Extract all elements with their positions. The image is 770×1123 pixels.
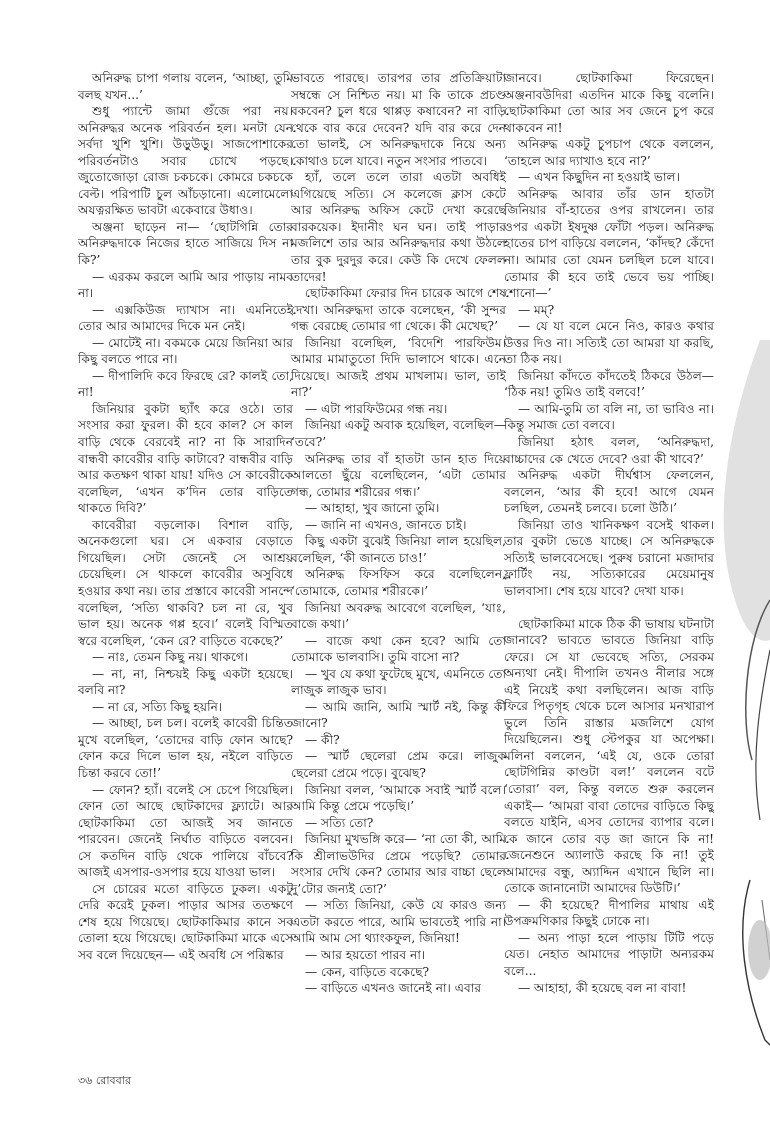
magazine-name: রোববার xyxy=(95,1074,132,1087)
paragraph: — কী হয়েছে? দীপালির মাথায় এই উপক্রমণিকার কিছুই ঢোকে না। xyxy=(504,897,714,929)
page-number: ৩৬ xyxy=(78,1074,93,1087)
paragraph: অনিরুদ্ধ আবার তাঁর ডান হাতটা জিনিয়ার বাঁ-হাতের ওপর রাখলেন। তার ওপর একটা ইষদুষ্ণ ফোঁটা পড়ল। অনিরুদ্ধ হাতের চাপ বাড়িয়ে বললেন, ‘কাঁদছ? কেঁদো না। আমার তো যেমন চলছিল চলে যাবে। তোমার কী হবে তাই ভেবে ভয় পাচ্ছি। শোনো—’ xyxy=(504,186,714,301)
paragraph: জিনিয়া একটু অবাক হয়েছিল, বলেছিল— ‘তবে?’ xyxy=(291,418,506,450)
paragraph: — খুব যে কথা ফুটেছে মুখে, এমনিতে তো লাজুক লাজুক ভাব। xyxy=(291,666,506,698)
paragraph: — এখন কিছুদিন না হওয়াই ভাল। xyxy=(518,170,680,185)
paragraph: ভাবতে পারছে। তারপর তার প্রতিক্রিয়াটা সম্বন্ধে সে নিশ্চিত নয়। মা কি তাকে প্রচণ্ড বকবেন? চুল ধরে থাপ্পড় কষাবেন? না বাড়ি থেকে বার করে দেবেন? যদি বার করে দেন তো ভালই, সে অনিরুদ্ধদাকে নিয়ে অন্য কোথাও চলে যাবে। নতুন সংসার পাতবে। xyxy=(291,71,506,168)
paragraph: শুধু প্যান্টে জামা গুঁজে পরা নয়। অনিরুদ্ধর অনেক পরিবর্তন হল। মনটা যেন সর্বদা খুশি খুশি। উড়ুউড়ু। সাজপোশাকের পরিবর্তনটাও সবার চোখে পড়ছে। জুতোজোড়া রোজ চকচকে। কোমরে চকচকে বেল্ট। পরিপাটি চুল আঁচড়ানো। এলোমেলো অযত্নরক্ষিত ভাবটা একেবারে উধাও। xyxy=(78,104,293,218)
paragraph: — যে যা বলে মেনে নিও, কারও কথার উত্তর দিও না। সত্যিই তো আমরা যা করছি, তা ঠিক নয়। xyxy=(504,319,714,367)
paragraph: জিনিয়া বলেছিল, ‘বিদেশি পারফিউম। আমার মামাতুতো দিদি ভালাসে থাকে। এনে দিয়েছে। আজই প্রথম মাখলাম। ভাল, তাই না?’ xyxy=(291,335,506,400)
paragraph: অঞ্জনা ছাড়েন না— ‘ছোটগিন্নি তোর অনিরুদ্ধদাকে নিজের হাতে সাজিয়ে দিস না কি?’ xyxy=(78,219,293,268)
paragraph: কাবেরীরা বড়লোক। বিশাল বাড়ি, অনেকগুলো ঘর। সে একবার বেড়াতে গিয়েছিল। সেটা জেনেই সে আশ্রয় চেয়েছিল। সে থাকলে কাবেরীর অসুবিধে হওয়ার কথা নয়। তার প্রস্তাবে কাবেরী সানন্দে বলেছিল, ‘সত্যি থাকবি? চল না রে, খুব ভাল হয়। অনেক গপ্প হবে।’ বলেই বিস্মিত স্বরে বলেছিল, ‘কেন রে? বাড়িতে বকেছে?’ xyxy=(78,517,293,648)
paragraph: অনিরুদ্ধ একটা দীর্ঘশ্বাস ফেললেন, বললেন, ‘আর কী হবে! আগে যেমন চলছিল, তেমনই চলবে। চলো উঠি।’ xyxy=(504,468,714,516)
paragraph: — আমি-তুমি তা বলি না, তা ভাবিও না। কিন্তু সমাজ তো বলবে। xyxy=(504,401,714,433)
paragraph: — স্মার্ট ছেলেরা প্রেম করে। লাজুক ছেলেরা প্রেমে পড়ে। বুঝেছ? xyxy=(291,749,506,780)
page-footer xyxy=(78,1072,131,1091)
paragraph: অনিরুদ্ধ ফিসফিস করে বলেছিলেন, ‘তোমাকে, তোমার শরীরকে।’ xyxy=(291,567,506,598)
paragraph: — সত্যি তো? xyxy=(305,815,374,830)
paragraph: কিছু একটা বুঝেই জিনিয়া লাল হয়েছিল, বলেছিল, ‘কী জানতে চাও!’ xyxy=(291,534,506,565)
paragraph: — অন্য পাড়া হলে পাড়ায় টিটি পড়ে যেত। নেহাত আমাদের পাড়াটা অন্যরকম বলে... xyxy=(504,930,714,978)
paragraph: অনিরুদ্ধ একটু চুপচাপ থেকে বললেন, ‘তাহলে আর দ্যাখাও হবে না?’ xyxy=(504,137,714,168)
paragraph: — মম্? xyxy=(518,302,555,317)
paragraph: — আচ্ছা, চল চল। বলেই কাবেরী চিন্তিত মুখে বলেছিল, ‘তোদের বাড়ি ফোন আছে? ফোন করে দিলে ভাল হয়, নইলে বাড়িতে চিন্তা করবে তো!’ xyxy=(78,716,293,780)
paragraph: সে চোরের মতো বাড়িতে ঢুকল। একটু দেরি করেই ঢুকল। পাড়ার আসর ততক্ষণে শেষ হয়ে গিয়েছে। ছোটকাকিমার কানে সব তোলা হয়ে গিয়েছে। ছোটকাকিমা মাকে এসে সব বলে দিয়েছেন— এই অবধি সে পরিষ্কার xyxy=(78,881,293,962)
paragraph: জিনিয়া তাও খানিকক্ষণ বসেই থাকল। তার বুকটা ভেঙে যাচ্ছে। সে অনিরুদ্ধকে সত্যিই ভালবেসেছে। পুরুষ চরানো মজাদার ফ্লার্টিং নয়, সত্যিকারের মেয়েমানুষ ভালবাসা। শেষ হয়ে যাবে? দেখা যাক। xyxy=(504,517,714,598)
paragraph: জানবে। ছোটকাকিমা ফিরেছেন। অঞ্জনাবউদিরা এতদিন মাকে কিছু বলেনি। ছোটকাকিমা তো আর সব জেনে চুপ করে থাকবেন না! xyxy=(504,71,714,135)
paragraph: — ফোন? হ্যাঁ। বলেই সে চেপে গিয়েছিল। ফোন তো আছে ছোটকাদের ফ্ল্যাটে। আর ছোটকাকিমা তো আজই সব জানতে পারবেন। জেনেই নির্ঘাত বাড়িতে বলবেন। সে কতদিন বাড়ি থেকে পালিয়ে বাঁচবে? আজই এসপার-ওসপার হয়ে যাওয়া ভাল। xyxy=(78,782,293,880)
paragraph: — না, না, নিশ্চয়ই কিছু একটা হয়েছে। বলবি না? xyxy=(78,666,293,698)
paragraph: — আমি জানি, আমি স্মার্ট নই, কিন্তু কী জানো? xyxy=(291,699,506,731)
paragraph: — আর হয়তো পারব না। xyxy=(305,947,426,962)
paragraph: জিনিয়া অবরুদ্ধ আবেগে বলেছিল, ‘যাঃ, বাজে কথা।’ xyxy=(291,600,506,632)
paragraph: — নাঃ, তেমন কিছু নয়। থাকগে। xyxy=(92,650,249,665)
paragraph: জিনিয়া হঠাৎ বলল, ‘অনিরুদ্ধদা, বাচ্চাদের কে খেতে দেবে? ওরা কী খাবে?’ xyxy=(504,435,714,466)
paragraph: — মোটেই না। বকমকে মেয়ে জিনিয়া আর কিছু বলতে পারে না। xyxy=(78,335,293,367)
paragraph: — আহাহা, কী হয়েছে বল না বাবা! xyxy=(518,980,687,995)
paragraph: — জানি না এখনও, জানতে চাই। xyxy=(305,517,467,532)
paragraph: — এরকম করলে আমি আর পাড়ায় নামব না। xyxy=(78,269,293,301)
paragraph: জিনিয়া মুখভঙ্গি করে— ‘না তো কী, আমি কি শ্রীলাভউদির প্রেমে পড়েছি? তোমার সংসার দেখি কেন? তোমার আর বাচ্চা ছেলে দু’টোর জন্যই তো?’ xyxy=(291,832,506,896)
text-column-1 xyxy=(78,70,293,1082)
paragraph: ছোটকাকিমা ফেরার দিন চারেক আগে শেষ দেখা। অনিরুদ্ধদা তাকে বলেছেন, ‘কী সুন্দর গন্ধ বেরচ্ছে তোমার গা থেকে। কী মেখেছ?’ xyxy=(291,286,506,334)
paragraph: জিনিয়া কাঁদতে কাঁদতেই ঠিকরে উঠল— ‘ঠিক নয়! তুমিও তাই বলবে!’ xyxy=(504,368,714,400)
paragraph: — আহাহা, খুব জানো তুমি। xyxy=(305,501,440,516)
paragraph: অনিরুদ্ধ তার বাঁ হাতটা ডান হাত দিয়ে আলতো ছুঁয়ে বলেছিলেন, ‘এটা তোমার গন্ধ, তোমার শরীরের গন্ধ।’ xyxy=(291,451,506,499)
paragraph: — কী? xyxy=(305,732,340,747)
text-column-2 xyxy=(291,70,506,1082)
paragraph: — সত্যি জিনিয়া, কেউ যে কারও জন্য এতটা করতে পারে, আমি ভাবতেই পারি না। আমি আম সো থ্যাংকফুল, জিনিয়া! xyxy=(291,898,506,946)
paragraph: — দীপালিদি কবে ফিরছে রে? কালই তো, না! xyxy=(78,368,293,400)
paragraph: জিনিয়া বলল, ‘আমাকে সবাই স্মার্ট বলে। আমি কিন্তু প্রেমে পড়েছি।’ xyxy=(291,782,506,814)
text-column-3 xyxy=(504,70,714,1082)
paragraph: ছোটকাকিমা মাকে ঠিক কী ভাষায় ঘটনাটা জানাবে? ভাবতে ভাবতে জিনিয়া বাড়ি ফেরে। সে যা ভেবেছে সত্যি, সেরকম অন্যথা নেই। দীপালি তখনও নীলার সঙ্গে এই নিয়েই কথা বলছিলেন। আজ বাড়ি ফিরে পিতৃগৃহ থেকে চলে আসার মনখারাপ ভুলে তিনি রাস্তার মজলিশে যোগ দিয়েছিলেন। শুধু স্টেপকুর যা অপেক্ষা। মলিনা বললেন, ‘এই যে, ওকে তোরা ছোটগিন্নির কাণ্ডটা বল!’ বললেন বটে ‘তোরা’ বল, কিন্তু বলতে শুরু করলেন একাই— ‘আমরা বাবা তোদের বাড়িতে কিছু বলতে যাইনি, এসব তোদের ব্যাপার বলে। কে জানে তোর বড় জা জানে কি না! জেনেশুনে অ্যালাউ করছে কি না! তুই আমাদের বন্ধু, অ্যাদ্দিন এখানে ছিলি না। তোকে জানানোটা আমাদের ডিউটি।’ xyxy=(504,616,714,896)
paragraph: — কেন, বাড়িতে বকেছে? xyxy=(305,964,429,979)
paragraph: — এটা পারফিউমের গন্ধ নয়। xyxy=(305,401,448,416)
paragraph: জিনিয়ার বুকটা ছ্যাঁৎ করে ওঠে। তার সংসার করা ফুরল। কী হবে কাল? সে কাল বাড়ি থেকে বেরবেই না? না কি সারাদিন বান্ধবী কাবেরীর বাড়ি কাটাবে? বান্ধবীর বাড়ি আর কতক্ষণ থাকা যায়! যদিও সে কাবেরীকে বলেছিল, ‘এখন ক’দিন তোর বাড়িতে থাকতে দিবি?’ xyxy=(78,401,293,516)
paragraph: — বাজে কথা কেন হবে? আমি তো তোমাকে ভালবাসি। তুমি বাসো না? xyxy=(291,633,506,665)
paragraph: অনিরুদ্ধ চাপা গলায় বলেন, ‘আচ্ছা, তুমি বলছ যখন...’ xyxy=(78,71,293,102)
paragraph: — বাড়িতে এখনও জানেই না। এবার xyxy=(305,981,482,996)
paragraph: হ্যাঁ, তলে তলে তারা এতটা অবধিই এগিয়েছে সত্যি। সে কলেজে ক্লাস কেটে আর অনিরুদ্ধ অফিস কেটে দেখা করেছে বারকয়েক। ইদানীং ঘন ঘন। তাই পাড়ার মজলিশে তার আর অনিরুদ্ধদার কথা উঠলে তার বুক দুরদুর করে। কেউ কি দেখে ফেলল তাদের! xyxy=(291,170,506,284)
paragraph: — এক্সকিউজ দ্যাখাস না। এমনিতেই তোর আর আমাদের দিকে মন নেই। xyxy=(78,302,293,334)
paragraph: — না রে, সত্যি কিছু হয়নি। xyxy=(92,699,223,714)
